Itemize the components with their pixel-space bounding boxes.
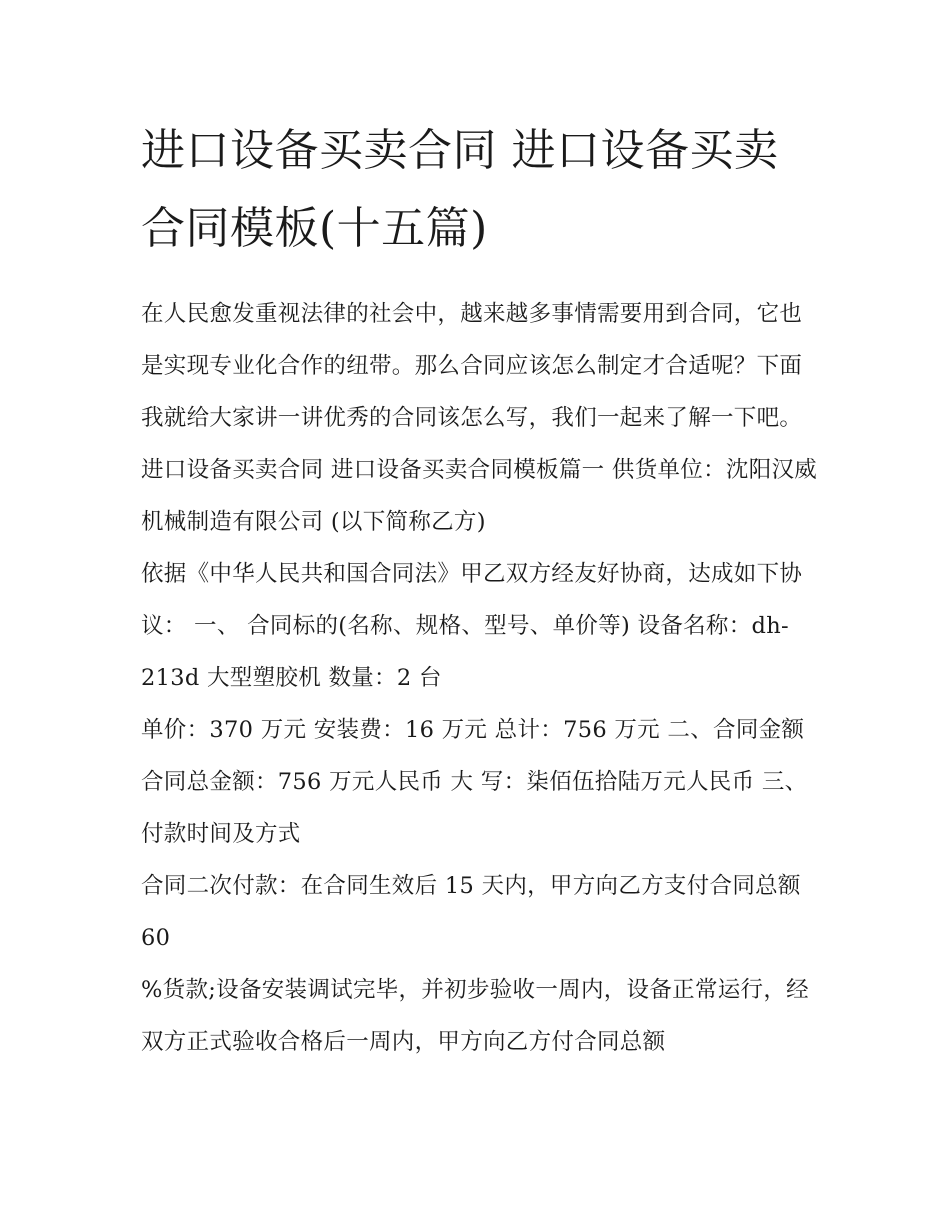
paragraph-agreement: 依据《中华人民共和国合同法》甲乙双方经友好协商，达成如下协议： 一、 合同标的(名称、规格、型号、单价等) 设备名称：dh-213d 大型塑胶机 数量：2 台: [141, 561, 803, 691]
paragraph-payment-terms: %货款;设备安装调试完毕，并初步验收一周内，设备正常运行，经双方正式验收合格后一周内，甲方向乙方付合同总额: [141, 977, 809, 1055]
paragraph-payment: 合同二次付款：在合同生效后 15 天内，甲方向乙方支付合同总额 60: [141, 873, 801, 951]
paragraph-price: 单价：370 万元 安装费：16 万元 总计：756 万元 二、合同金额 合同总金额：756 万元人民币 大 写：柒佰伍拾陆万元人民币 三、付款时间及方式: [141, 717, 808, 847]
paragraph-supplier: 进口设备买卖合同 进口设备买卖合同模板篇一 供货单位：沈阳汉威机械制造有限公司 (以下简称乙方): [141, 457, 818, 535]
document-body: [141, 288, 821, 1068]
document-page: [141, 112, 821, 1068]
document-title: 进口设备买卖合同 进口设备买卖合同模板(十五篇): [141, 125, 779, 254]
paragraph-intro: 在人民愈发重视法律的社会中，越来越多事情需要用到合同，它也是实现专业化合作的纽带。那么合同应该怎么制定才合适呢？下面我就给大家讲一讲优秀的合同该怎么写，我们一起来了解一下吧。: [141, 301, 803, 431]
